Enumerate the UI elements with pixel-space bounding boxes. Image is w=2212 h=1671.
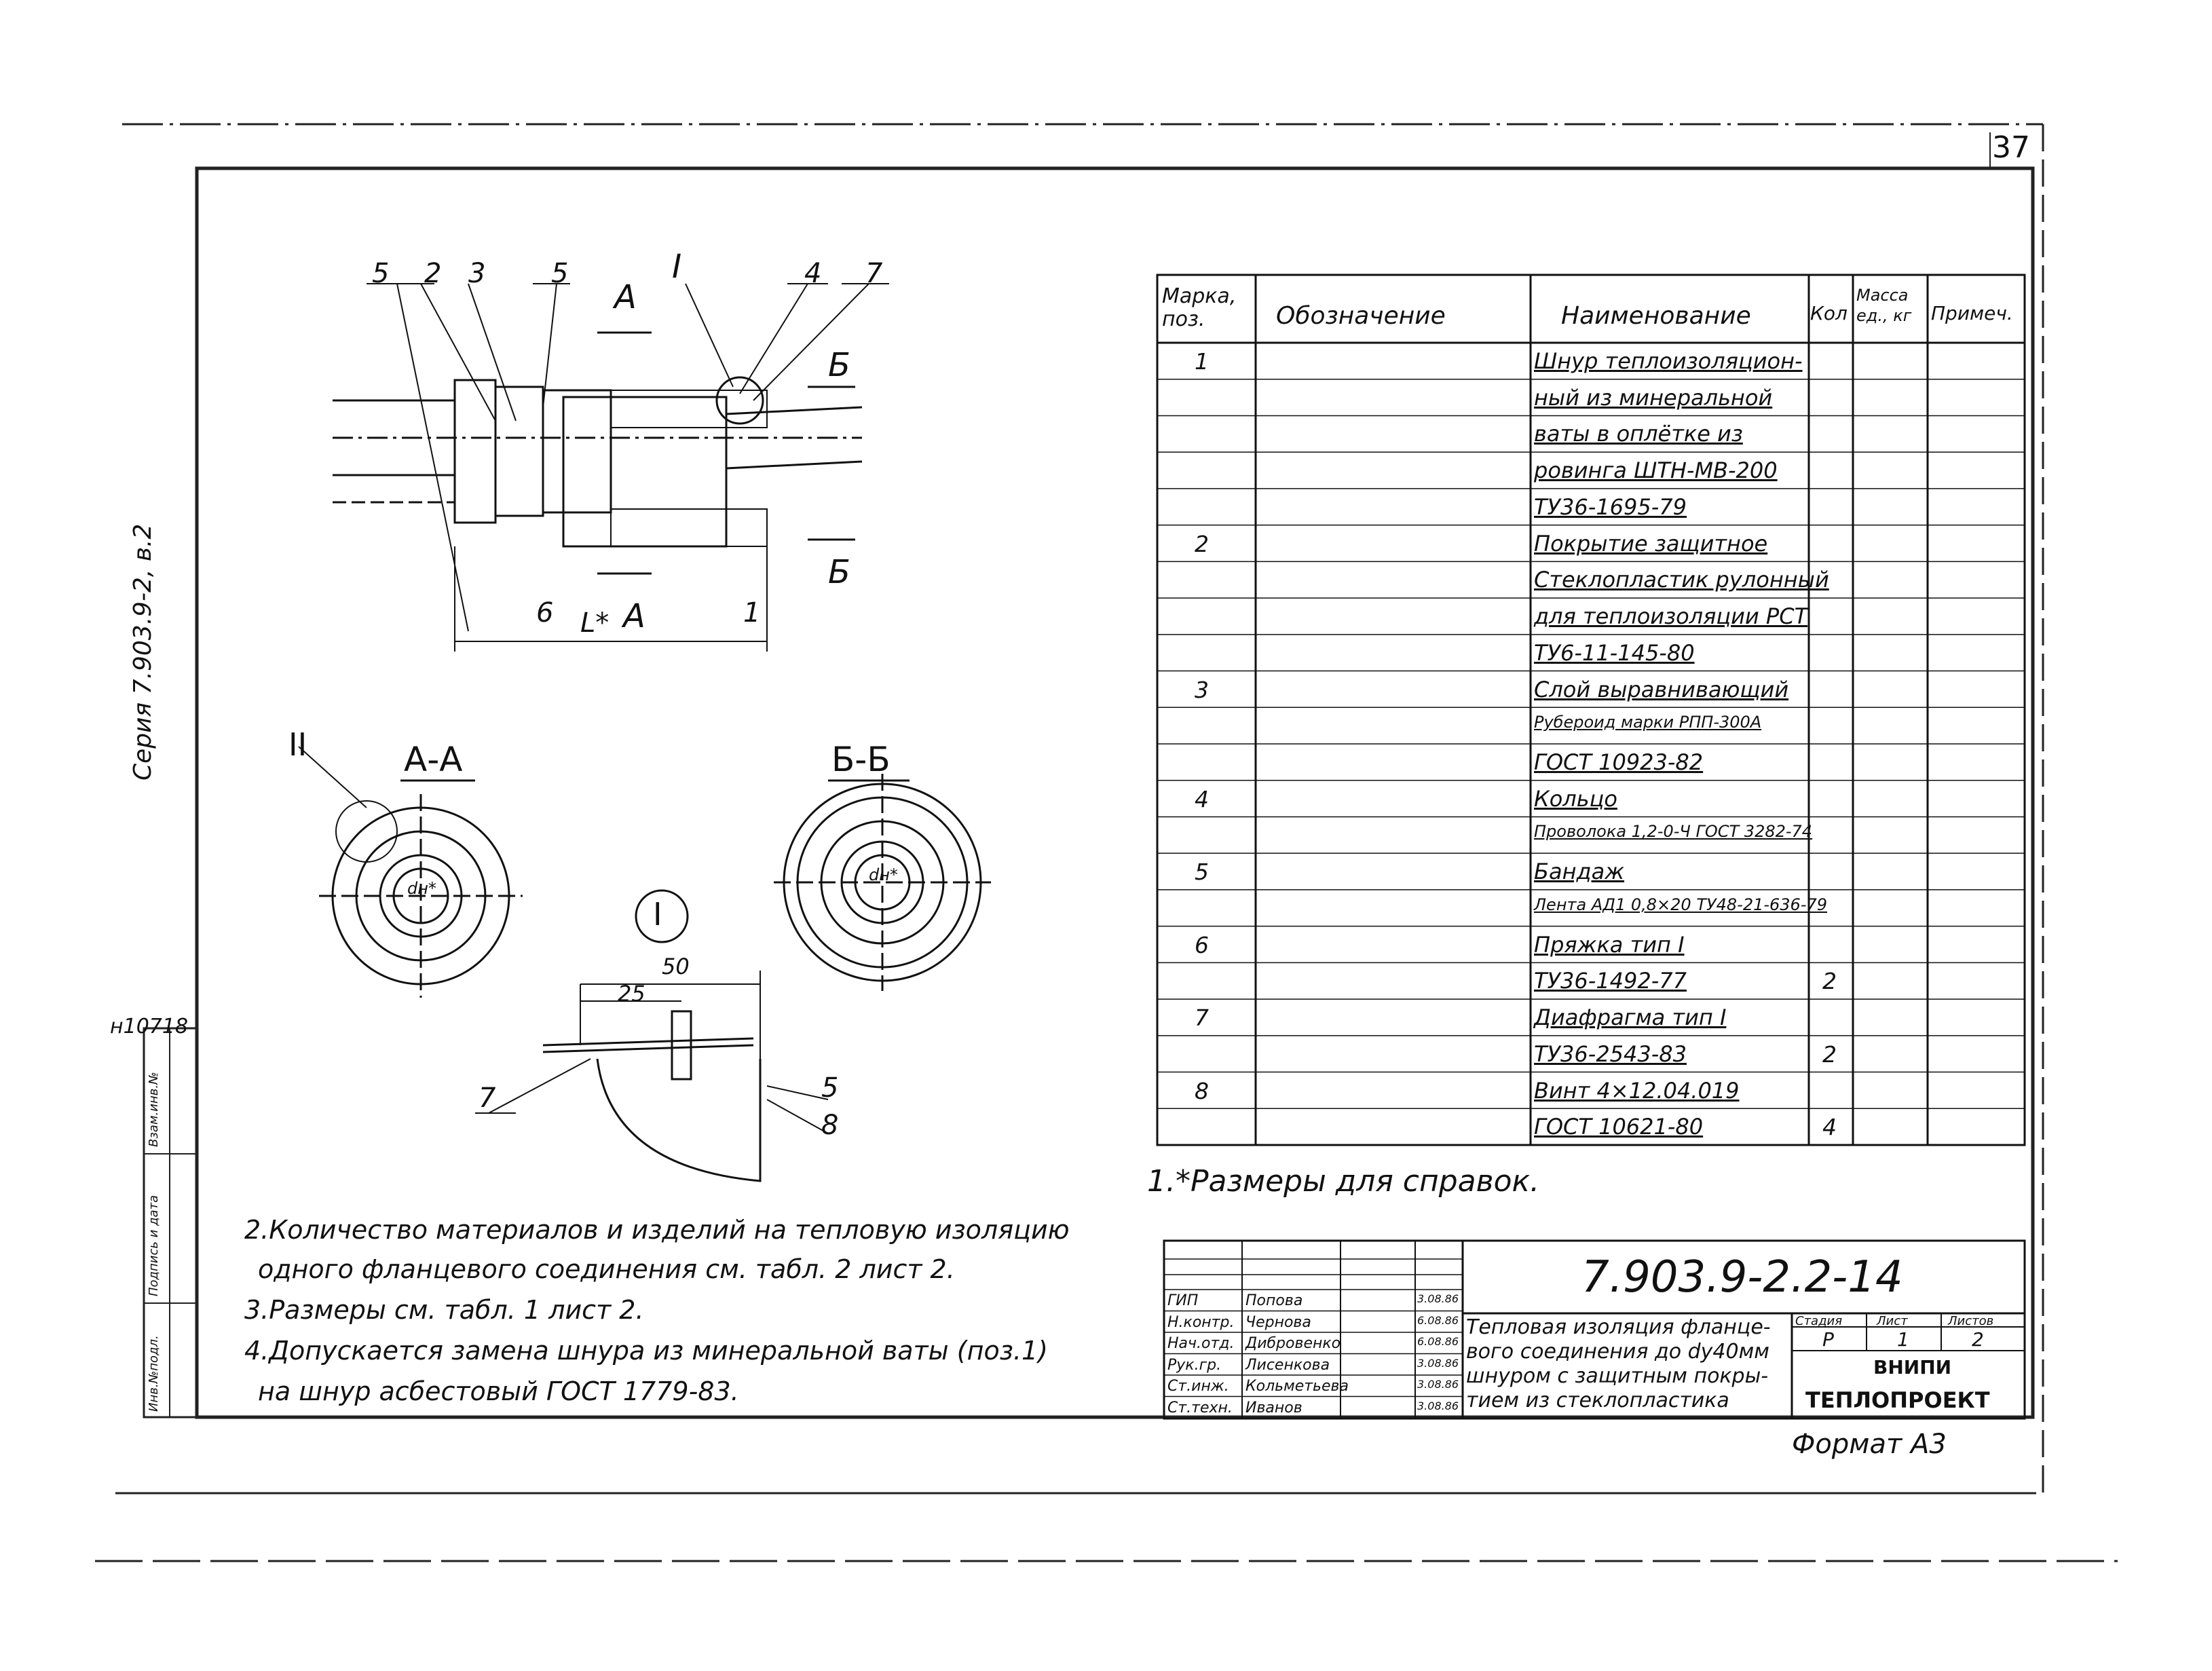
- row-qty: 2: [1822, 1040, 1837, 1068]
- role-title: ГИП: [1167, 1292, 1199, 1309]
- header-name: Наименование: [1561, 302, 1751, 330]
- row-qty: 4: [1822, 1114, 1837, 1141]
- row-mark: 1: [1195, 348, 1209, 375]
- section-a-label-bottom: А: [623, 597, 645, 635]
- header-qty: Кол: [1810, 302, 1848, 324]
- header-designation: Обозначение: [1276, 302, 1446, 330]
- side-label-replacement: Взам.инв.№: [147, 1072, 161, 1147]
- role-title: Ст.инж.: [1167, 1378, 1229, 1395]
- sheets-label: Листов: [1948, 1314, 1994, 1328]
- row-name: ТУ36-1695-79: [1534, 493, 1687, 520]
- person-name: Кольметьева: [1245, 1378, 1349, 1395]
- row-qty: 2: [1822, 968, 1837, 995]
- person-name: Дибровенко: [1245, 1335, 1341, 1352]
- section-b-label-top: Б: [828, 346, 850, 384]
- row-name: Слой выравнивающий: [1534, 676, 1789, 702]
- row-name: ТУ6-11-145-80: [1534, 639, 1695, 666]
- row-name: Кольцо: [1534, 785, 1617, 812]
- callout-2: 2: [424, 258, 442, 289]
- row-name: Лента АД1 0,8×20 ТУ48-21-636-79: [1534, 895, 1828, 914]
- row-mark: 3: [1195, 676, 1209, 703]
- table-row-lines: [1157, 379, 2025, 1109]
- title-line-2: вого соединения до dу40мм: [1466, 1340, 1769, 1364]
- callout-7: 7: [865, 258, 883, 289]
- sign-date: 6.08.86: [1417, 1335, 1459, 1348]
- detail-callout-8: 8: [821, 1110, 839, 1141]
- row-name: Рубероид марки РПП-300А: [1534, 713, 1762, 732]
- section-bb-title: Б-Б: [831, 740, 891, 779]
- row-name: для теплоизоляции РСТ: [1534, 603, 1808, 630]
- drawing-code: 7.903.9-2.2-14: [1581, 1252, 1903, 1302]
- row-mark: 4: [1195, 785, 1209, 812]
- row-mark: 8: [1195, 1077, 1209, 1104]
- role-title: Рук.гр.: [1167, 1356, 1222, 1374]
- header-mark: Марка, поз.: [1162, 284, 1237, 331]
- row-name: Покрытие защитное: [1534, 530, 1768, 557]
- length-label: L*: [580, 607, 610, 639]
- row-name: ГОСТ 10621-80: [1534, 1114, 1704, 1140]
- row-mark: 6: [1195, 931, 1209, 958]
- sign-date: 3.08.86: [1417, 1399, 1459, 1412]
- row-name: ваты в оплётке из: [1534, 421, 1743, 447]
- detail-view: [475, 971, 828, 1181]
- sheet-label: Лист: [1877, 1314, 1908, 1328]
- title-line-4: тием из стеклопластика: [1466, 1389, 1729, 1412]
- callout-5b: 5: [551, 258, 569, 289]
- note-2-line2: одного фланцевого соединения см. табл. 2 лист 2.: [258, 1254, 955, 1284]
- sheet-value: 1: [1897, 1328, 1909, 1351]
- row-name: Шнур теплоизоляцион-: [1534, 348, 1803, 374]
- header-mass: Масса ед., кг: [1856, 286, 1912, 325]
- row-name: Стеклопластик рулонный: [1534, 567, 1829, 593]
- row-name: Пряжка тип I: [1534, 931, 1685, 958]
- diameter-label-aa: dн*: [407, 879, 436, 898]
- stage-label: Стадия: [1795, 1314, 1843, 1328]
- row-name: Диафрагма тип I: [1534, 1005, 1727, 1031]
- dim-25: 25: [618, 981, 645, 1007]
- detail-callout-5: 5: [821, 1072, 839, 1104]
- note-4-line2: на шнур асбестовый ГОСТ 1779-83.: [258, 1376, 739, 1406]
- callout-1: 1: [743, 597, 761, 628]
- section-b-label-bottom: Б: [828, 553, 850, 591]
- note-2-line1: 2.Количество материалов и изделий на тепловую изоляцию: [244, 1215, 1070, 1245]
- row-name: Винт 4×12.04.019: [1534, 1077, 1740, 1104]
- section-aa-title: А-А: [404, 740, 463, 779]
- side-label-original: Инв.№подл.: [147, 1335, 161, 1412]
- sheets-value: 2: [1972, 1328, 1984, 1351]
- callout-5a: 5: [372, 258, 390, 289]
- row-name: ТУ36-2543-83: [1534, 1040, 1687, 1067]
- side-label-signature: Подпись и дата: [147, 1195, 161, 1296]
- sign-date: 3.08.86: [1417, 1292, 1459, 1305]
- format-label: Формат А3: [1792, 1429, 1947, 1460]
- stage-value: Р: [1822, 1328, 1834, 1351]
- row-name: ГОСТ 10923-82: [1534, 749, 1704, 775]
- role-title: Н.контр.: [1167, 1313, 1235, 1331]
- role-title: Нач.отд.: [1167, 1335, 1235, 1352]
- title-line-3: шнуром с защитным покры-: [1466, 1364, 1769, 1388]
- view-i-label: I: [672, 248, 682, 286]
- role-title: Ст.техн.: [1167, 1399, 1233, 1416]
- row-mark: 2: [1195, 530, 1209, 557]
- note-4-line1: 4.Допускается замена шнура из минеральной ваты (поз.1): [244, 1336, 1048, 1366]
- header-note: Примеч.: [1931, 302, 2013, 324]
- row-name: ный из минеральной: [1534, 384, 1773, 411]
- inventory-number: н10718: [110, 1015, 189, 1038]
- note-1: 1.*Размеры для справок.: [1147, 1164, 1540, 1199]
- series-label: Серия 7.903.9-2, в.2: [129, 523, 157, 781]
- person-name: Лисенкова: [1245, 1356, 1330, 1374]
- person-name: Попова: [1245, 1292, 1303, 1309]
- callout-4: 4: [804, 258, 822, 289]
- callout-3: 3: [468, 258, 486, 289]
- row-name: ровинга ШТН-МВ-200: [1534, 457, 1778, 484]
- dim-50: 50: [662, 954, 690, 979]
- callout-6: 6: [536, 597, 554, 628]
- row-name: Проволока 1,2-0-Ч ГОСТ 3282-74: [1534, 822, 1813, 842]
- row-mark: 5: [1195, 859, 1209, 886]
- org-name-1: ВНИПИ: [1873, 1356, 1952, 1378]
- detail-i-title: I: [653, 896, 662, 933]
- section-a-label: А: [614, 278, 637, 316]
- sheet-number: 37: [1992, 130, 2030, 165]
- sign-date: 3.08.86: [1417, 1378, 1459, 1391]
- person-name: Чернова: [1245, 1313, 1311, 1331]
- org-name-2: ТЕПЛОПРОЕКТ: [1805, 1387, 1990, 1413]
- row-mark: 7: [1195, 1005, 1209, 1032]
- title-line-1: Тепловая изоляция фланце-: [1466, 1315, 1771, 1339]
- sign-date: 6.08.86: [1417, 1313, 1459, 1327]
- pipe-section-drawing: [333, 284, 889, 652]
- detail-callout-7: 7: [479, 1083, 496, 1114]
- row-name: ТУ36-1492-77: [1534, 968, 1687, 994]
- sign-date: 3.08.86: [1417, 1356, 1459, 1370]
- diameter-label-bb: dн*: [869, 865, 898, 884]
- note-3: 3.Размеры см. табл. 1 лист 2.: [244, 1295, 644, 1325]
- view-ii-label: II: [288, 726, 307, 763]
- row-name: Бандаж: [1534, 859, 1625, 885]
- person-name: Иванов: [1245, 1399, 1302, 1416]
